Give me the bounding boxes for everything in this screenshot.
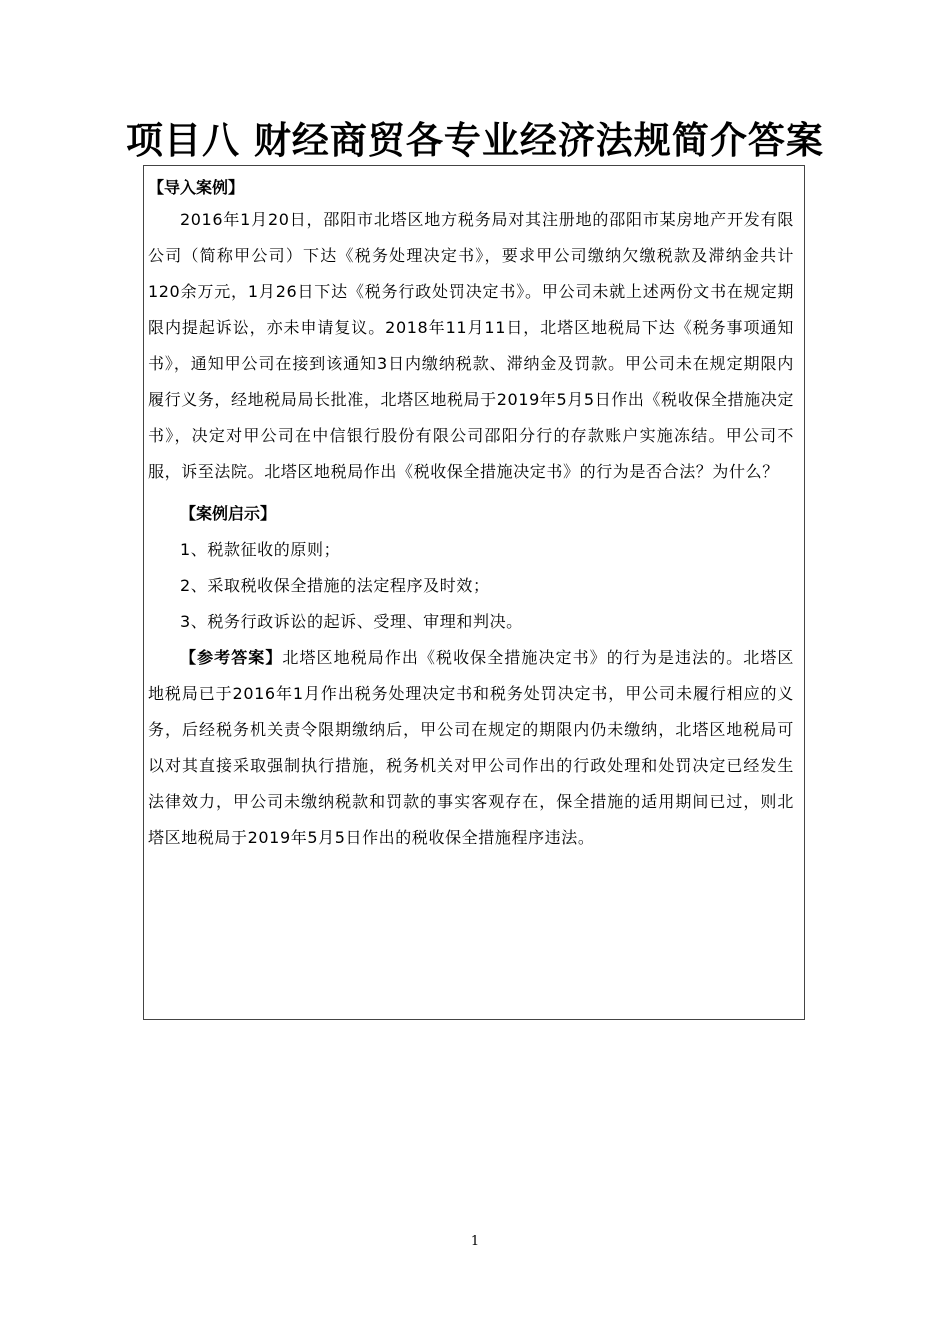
insight-item-3: 3、税务行政诉讼的起诉、受理、审理和判决。 <box>180 612 523 631</box>
reference-answer-label: 【参考答案】 <box>180 648 283 667</box>
case-insights-heading: 【案例启示】 <box>180 504 277 523</box>
case-intro-body: 2016年1月20日，邵阳市北塔区地方税务局对其注册地的邵阳市某房地产开发有限公司（简称甲公司）下达《税务处理决定书》，要求甲公司缴纳欠缴税款及滞纳金共计120余万元，1月26日下达《税务行政处罚决定书》。甲公司未就上述两份文书在规定期限内提起诉讼，亦未申请复议。2018年11月11日，北塔区地税局下达《税务事项通知书》，通知甲公司在接到该通知3日内缴纳税款、滞纳金及罚款。甲公司未在规定期限内履行义务，经地税局局长批准，北塔区地税局于2019年5月5日作出《税收保全措施决定书》，决定对甲公司在中信银行股份有限公司邵阳分行的存款账户实施冻结。甲公司不服，诉至法院。北塔区地税局作出《税收保全措施决定书》的行为是否合法？为什么？ <box>148 210 794 481</box>
insight-item-1: 1、税款征收的原则； <box>180 540 341 559</box>
case-intro-heading: 【导入案例】 <box>148 178 245 197</box>
page-number: 1 <box>470 1234 480 1249</box>
reference-answer <box>148 640 794 856</box>
page-title: 项目八 财经商贸各专业经济法规简介答案 <box>126 119 824 162</box>
insight-item-2: 2、采取税收保全措施的法定程序及时效； <box>180 576 490 595</box>
content-box <box>143 165 805 1020</box>
reference-answer-body: 北塔区地税局作出《税收保全措施决定书》的行为是违法的。北塔区地税局已于2016年1月作出税务处理决定书和税务处罚决定书，甲公司未履行相应的义务，后经税务机关责令限期缴纳后，甲公司在规定的期限内仍未缴纳，北塔区地税局可以对其直接采取强制执行措施，税务机关对甲公司作出的行政处理和处罚决定已经发生法律效力，甲公司未缴纳税款和罚款的事实客观存在，保全措施的适用期间已过，则北塔区地税局于2019年5月5日作出的税收保全措施程序违法。 <box>148 648 794 847</box>
